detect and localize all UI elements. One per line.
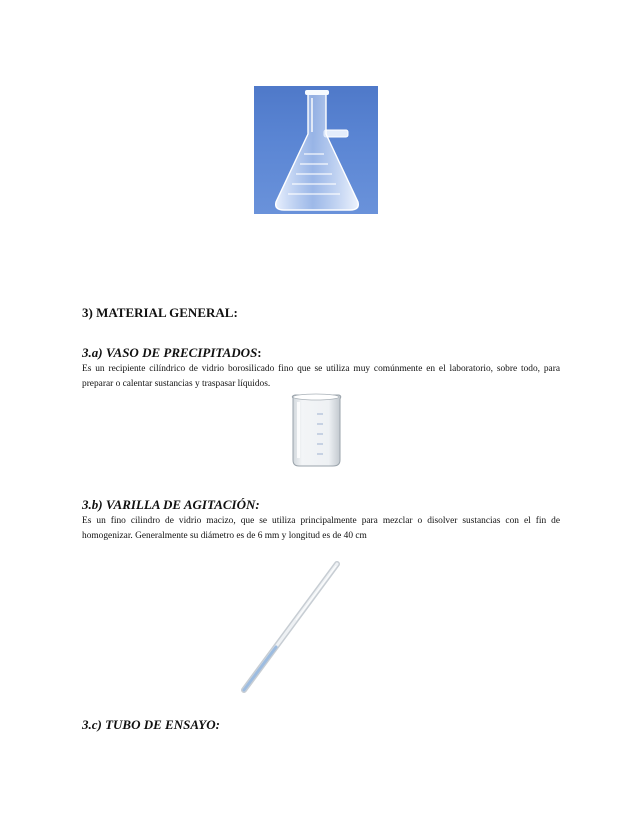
- subsection-title-tubo: 3.c) TUBO DE ENSAYO:: [82, 717, 220, 732]
- flask-drawing: [254, 86, 378, 214]
- stirring-rod-image: [236, 560, 344, 696]
- subsection-title-varilla: 3.b) VARILLA DE AGITACIÓN:: [82, 497, 260, 512]
- subsection-title-vaso: [82, 345, 262, 361]
- flask-image: [254, 86, 378, 214]
- vaso-title-text: 3.a) VASO DE PRECIPITADOS: [82, 345, 258, 360]
- vaso-title-colon: :: [257, 345, 262, 360]
- vaso-description: Es un recipiente cilíndrico de vidrio borosilicado fino que se utiliza muy comúnmente en el laboratorio, sobre todo, para preparar o calentar sustancias y traspasar líquidos.: [82, 364, 560, 389]
- stirring-rod-drawing: [236, 560, 344, 696]
- beaker-drawing: [287, 392, 345, 468]
- varilla-description: Es un fino cilindro de vidrio macizo, que se utiliza principalmente para mezclar o disolver sustancias con el fin de homogenizar. Generalmente su diámetro es de 6 mm y longitud es de 40 cm: [82, 516, 560, 541]
- section-title-material-general: 3) MATERIAL GENERAL:: [82, 305, 238, 320]
- beaker-image: [287, 392, 345, 468]
